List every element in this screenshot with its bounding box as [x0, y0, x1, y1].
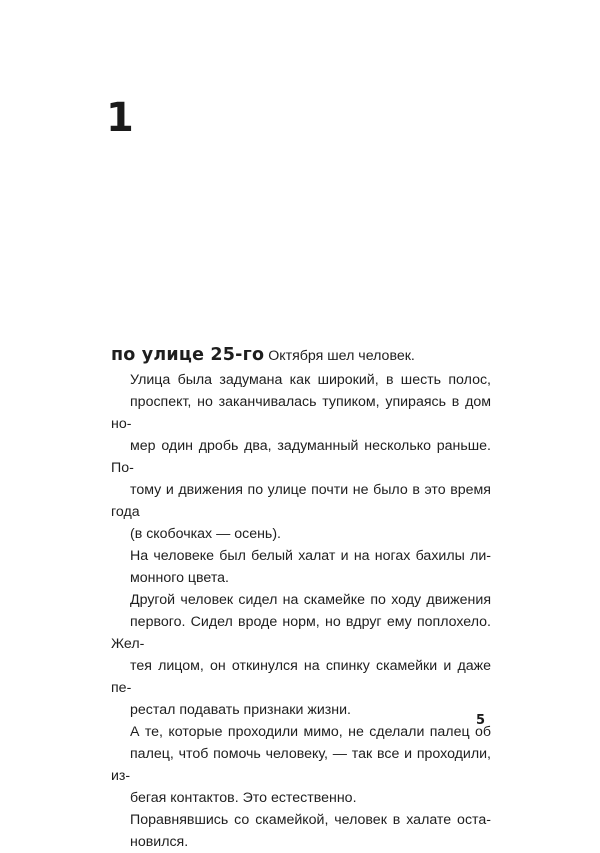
text-line: палец, чтоб помочь человеку, — так все и проходили, из- [111, 746, 491, 784]
paragraph [111, 545, 491, 589]
text-line: бегая контактов. Это естественно. [130, 790, 357, 806]
text-line: Другой человек сидел на скамейке по ходу движения [130, 592, 491, 608]
page-number: 5 [476, 713, 486, 728]
text-line: тому и движения по улице почти не было в это время года [111, 482, 491, 520]
opening-line [111, 344, 491, 367]
text-line: На человеке был белый халат и на ногах бахилы ли- [130, 548, 491, 564]
paragraph [111, 589, 491, 721]
text-line: монного цвета. [130, 570, 229, 586]
text-line: рестал подавать признаки жизни. [130, 702, 351, 718]
text-line: мер один дробь два, задуманный несколько раньше. По- [111, 438, 491, 476]
text-line: Улица была задумана как широкий, в шесть полос, [130, 372, 491, 388]
text-line: (в скобочках — осень). [130, 526, 281, 542]
chapter-number: 1 [106, 95, 134, 141]
text-line: проспект, но заканчивалась тупиком, упираясь в дом но- [111, 394, 491, 432]
paragraph [111, 721, 491, 809]
opening-line-rest: Октября шел человек. [268, 348, 415, 364]
chapter-lead-in: по улице 25-го [111, 345, 265, 365]
text-line: Поравнявшись со скамейкой, человек в халате оста- [130, 812, 491, 828]
text-line: А те, которые проходили мимо, не сделали палец об [130, 724, 491, 740]
text-line: тея лицом, он откинулся на спинку скамейки и даже пе- [111, 658, 491, 696]
text-line: первого. Сидел вроде норм, но вдруг ему поплохело. Жел- [111, 614, 491, 652]
paragraph [111, 809, 491, 853]
paragraph [111, 369, 491, 545]
chapter-text [111, 344, 491, 853]
text-line: новился. [130, 834, 189, 850]
